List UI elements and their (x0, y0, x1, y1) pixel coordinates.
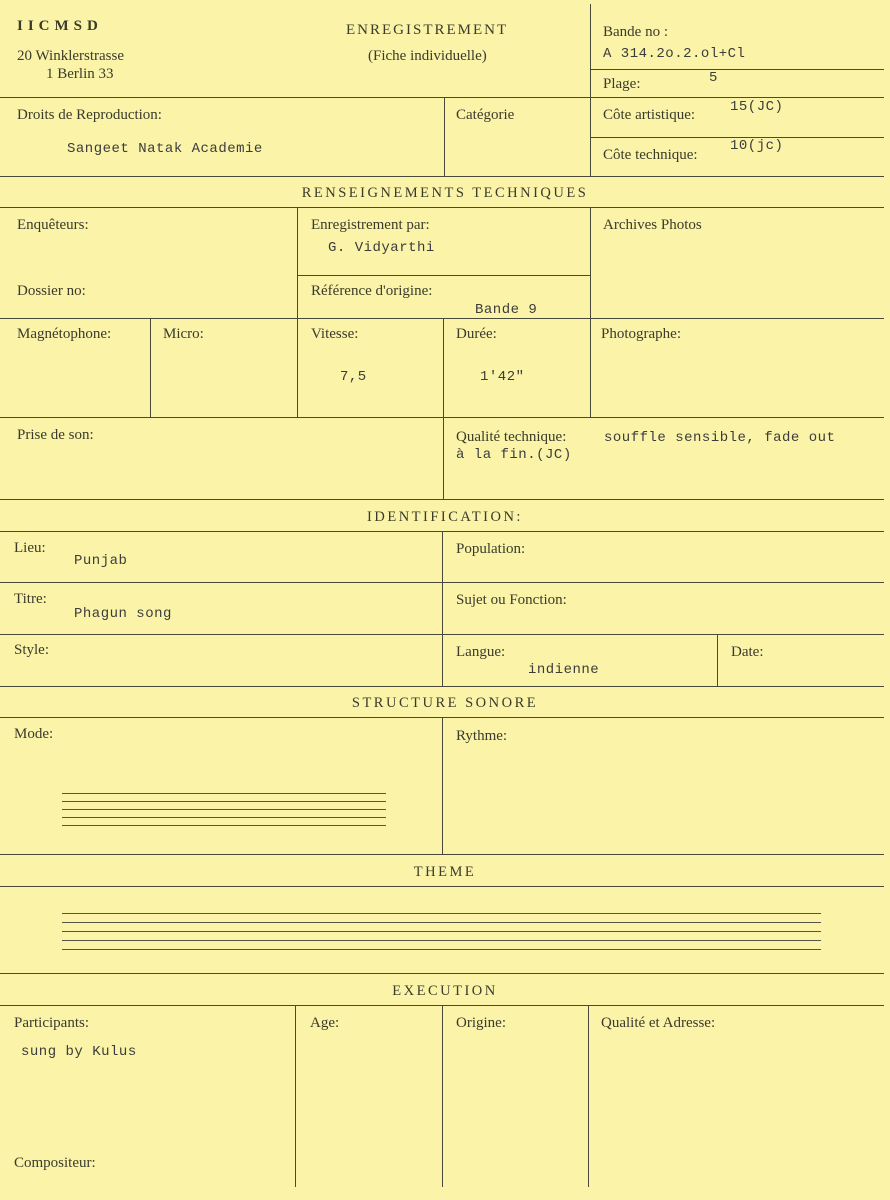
rule-v (442, 1005, 443, 1187)
rule-v (442, 531, 443, 687)
rule-v (590, 207, 591, 418)
langue-value: indienne (528, 662, 600, 678)
rythme-label: Rythme: (456, 728, 508, 744)
plage-label: Plage: (603, 76, 641, 92)
qualite-technique-label: Qualité technique: (456, 429, 567, 445)
titre-label: Titre: (14, 591, 47, 607)
staff-line (62, 931, 821, 932)
section-title-execution: EXECUTION (392, 983, 498, 999)
bande-value: A 314.2o.2.ol+Cl (603, 46, 746, 62)
rule-v (297, 207, 298, 418)
rule-h (0, 318, 884, 319)
titre-value: Phagun song (74, 606, 172, 622)
rule-v (295, 1005, 296, 1187)
rule-h (0, 176, 884, 177)
photographe-label: Photographe: (601, 326, 681, 342)
rule-v (150, 318, 151, 418)
reference-value: Bande 9 (475, 302, 538, 318)
style-label: Style: (14, 642, 50, 658)
section-title-structure: STRUCTURE SONORE (351, 695, 539, 711)
section-title-identification: IDENTIFICATION: (367, 509, 523, 525)
rule-h (0, 499, 884, 500)
population-label: Population: (456, 541, 526, 557)
logo: IICMSD (17, 18, 103, 34)
age-label: Age: (310, 1015, 340, 1031)
date-label: Date: (731, 644, 764, 660)
rule-v (590, 4, 591, 177)
staff-line (62, 809, 386, 810)
rule-h (0, 207, 884, 208)
qualite-technique-value-2: à la fin.(JC) (456, 447, 572, 463)
sujet-label: Sujet ou Fonction: (456, 592, 567, 608)
staff-line (62, 940, 821, 941)
categorie-label: Catégorie (456, 107, 515, 123)
staff-line (62, 825, 386, 826)
micro-label: Micro: (163, 326, 204, 342)
section-title-technique: RENSEIGNEMENTS TECHNIQUES (301, 185, 589, 201)
bande-label: Bande no : (603, 24, 668, 40)
rule-h (0, 886, 884, 887)
mode-label: Mode: (14, 726, 54, 742)
rule-h (0, 417, 884, 418)
participants-label: Participants: (14, 1015, 89, 1031)
origine-label: Origine: (456, 1015, 506, 1031)
prise-de-son-label: Prise de son: (17, 427, 94, 443)
cote-technique-label: Côte technique: (603, 147, 698, 163)
lieu-label: Lieu: (14, 540, 46, 556)
cote-artistique-value: 15(JC) (730, 99, 784, 115)
vitesse-value: 7,5 (340, 369, 367, 385)
archives-photos-label: Archives Photos (603, 217, 702, 233)
address-line-2: 1 Berlin 33 (46, 66, 114, 82)
plage-value: 5 (709, 70, 718, 86)
form-title: ENREGISTREMENT (346, 22, 509, 38)
rule-v (588, 1005, 589, 1187)
droits-value: Sangeet Natak Academie (67, 141, 263, 157)
compositeur-label: Compositeur: (14, 1155, 96, 1171)
staff-line (62, 913, 821, 914)
reference-label: Référence d'origine: (311, 283, 433, 299)
droits-label: Droits de Reproduction: (17, 107, 162, 123)
staff-line (62, 817, 386, 818)
cote-technique-value: 10(jc) (730, 138, 784, 154)
dossier-label: Dossier no: (17, 283, 86, 299)
rule-v (443, 417, 444, 500)
form-subtitle: (Fiche individuelle) (368, 48, 487, 64)
enqueteurs-label: Enquêteurs: (17, 217, 89, 233)
duree-label: Durée: (456, 326, 497, 342)
rule-h (0, 97, 884, 98)
rule-v (443, 318, 444, 418)
staff-line (62, 801, 386, 802)
staff-line (62, 949, 821, 950)
participants-value: sung by Kulus (21, 1044, 137, 1060)
staff-line (62, 922, 821, 923)
rule-v (442, 717, 443, 855)
cote-artistique-label: Côte artistique: (603, 107, 696, 123)
langue-label: Langue: (456, 644, 506, 660)
address-line-1: 20 Winklerstrasse (17, 48, 125, 64)
duree-value: 1'42" (480, 369, 525, 385)
staff-line (62, 793, 386, 794)
section-title-theme: THEME (413, 864, 477, 880)
magnetophone-label: Magnétophone: (17, 326, 112, 342)
qualite-technique-value-1: souffle sensible, fade out (604, 430, 836, 446)
enregistrement-par-value: G. Vidyarthi (328, 240, 435, 256)
enregistrement-par-label: Enregistrement par: (311, 217, 430, 233)
vitesse-label: Vitesse: (311, 326, 359, 342)
rule-h (297, 275, 590, 276)
qualite-adresse-label: Qualité et Adresse: (601, 1015, 716, 1031)
rule-h (590, 69, 884, 70)
rule-h (0, 973, 884, 974)
rule-v (717, 634, 718, 687)
lieu-value: Punjab (74, 553, 128, 569)
rule-v (444, 97, 445, 177)
